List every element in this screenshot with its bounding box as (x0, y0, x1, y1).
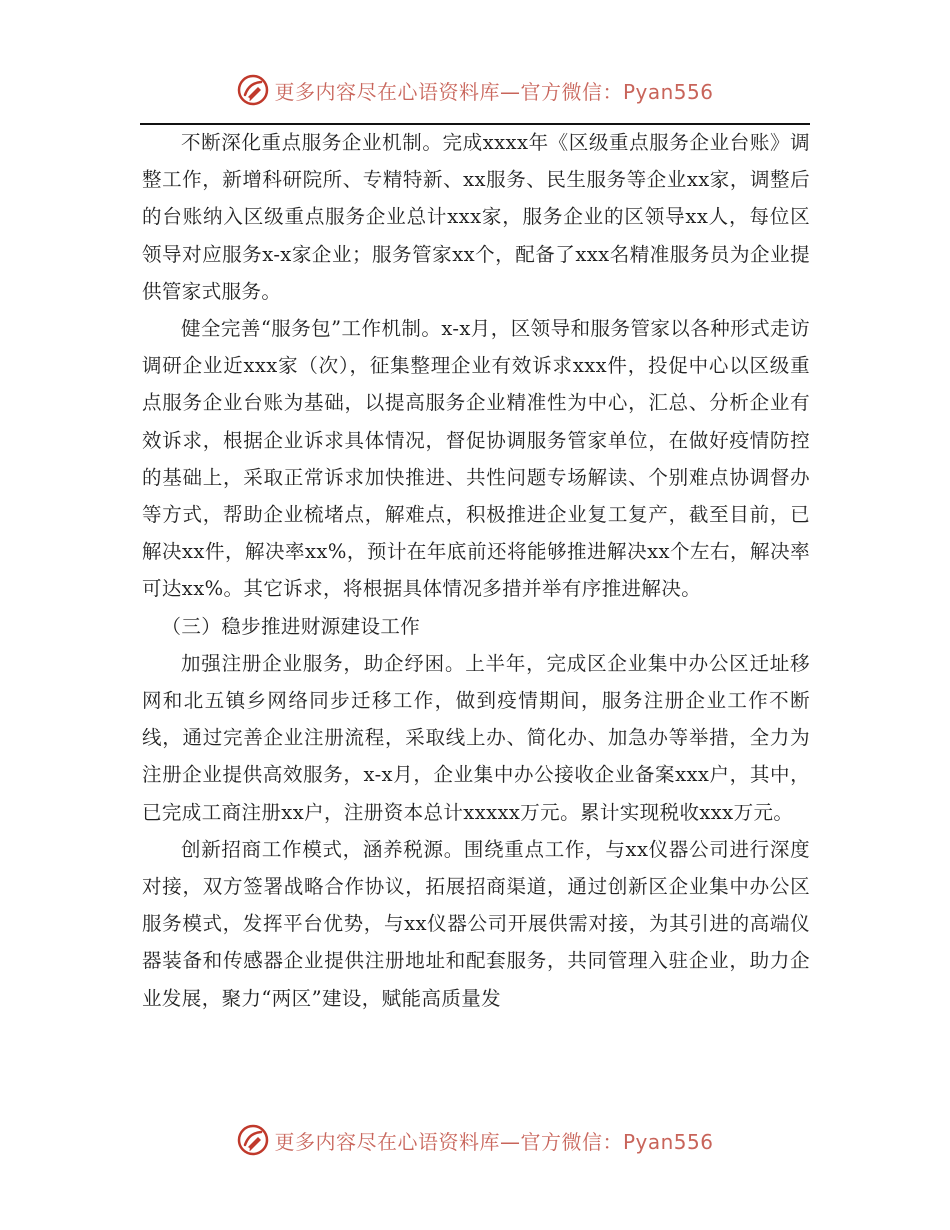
header-banner (0, 70, 950, 110)
paragraph: 加强注册企业服务，助企纾困。上半年，完成区企业集中办公区迁址移网和北五镇乡网络同步迁移工作，做到疫情期间，服务注册企业工作不断线，通过完善企业注册流程，采取线上办、简化办、加急办等举措，全力为注册企业提供高效服务，x-x月，企业集中办公接收企业备案xxx户，其中，已完成工商注册xx户，注册资本总计xxxxx万元。累计实现税收xxx万元。 (142, 651, 810, 824)
document-body (142, 124, 810, 1017)
section-heading: （三）稳步推进财源建设工作 (161, 614, 421, 638)
header-banner-text: 更多内容尽在心语资料库—官方微信：Pyan556 (274, 79, 714, 104)
paragraph: 不断深化重点服务企业机制。完成xxxx年《区级重点服务企业台账》调整工作，新增科研院所、专精特新、xx服务、民生服务等企业xx家，调整后的台账纳入区级重点服务企业总计xxx家，服务企业的区领导xx人，每位区领导对应服务x-x家企业；服务管家xx个，配备了xxx名精准服务员为企业提供管家式服务。 (142, 131, 810, 303)
pen-logo-icon (236, 1123, 270, 1157)
paragraph: 创新招商工作模式，涵养税源。围绕重点工作，与xx仪器公司进行深度对接，双方签署战略合作协议，拓展招商渠道，通过创新区企业集中办公区服务模式，发挥平台优势，与xx仪器公司开展供需对接，为其引进的高端仪器装备和传感器企业提供注册地址和配套服务，共同管理入驻企业，助力企业发展，聚力“两区”建设，赋能高质量发 (142, 837, 810, 1010)
footer-banner-text: 更多内容尽在心语资料库—官方微信：Pyan556 (274, 1129, 714, 1154)
pen-logo-icon (236, 73, 270, 107)
footer-banner (0, 1120, 950, 1160)
paragraph: 健全完善“服务包”工作机制。x-x月，区领导和服务管家以各种形式走访调研企业近xxx家（次），征集整理企业有效诉求xxx件，投促中心以区级重点服务企业台账为基础，以提高服务企业精准性为中心，汇总、分析企业有效诉求，根据企业诉求具体情况，督促协调服务管家单位，在做好疫情防控的基础上，采取正常诉求加快推进、共性问题专场解读、个别难点协调督办等方式，帮助企业梳堵点，解难点，积极推进企业复工复产，截至目前，已解决xx件，解决率xx%，预计在年底前还将能够推进解决xx个左右，解决率可达xx%。其它诉求，将根据具体情况多措并举有序推进解决。 (142, 317, 810, 601)
